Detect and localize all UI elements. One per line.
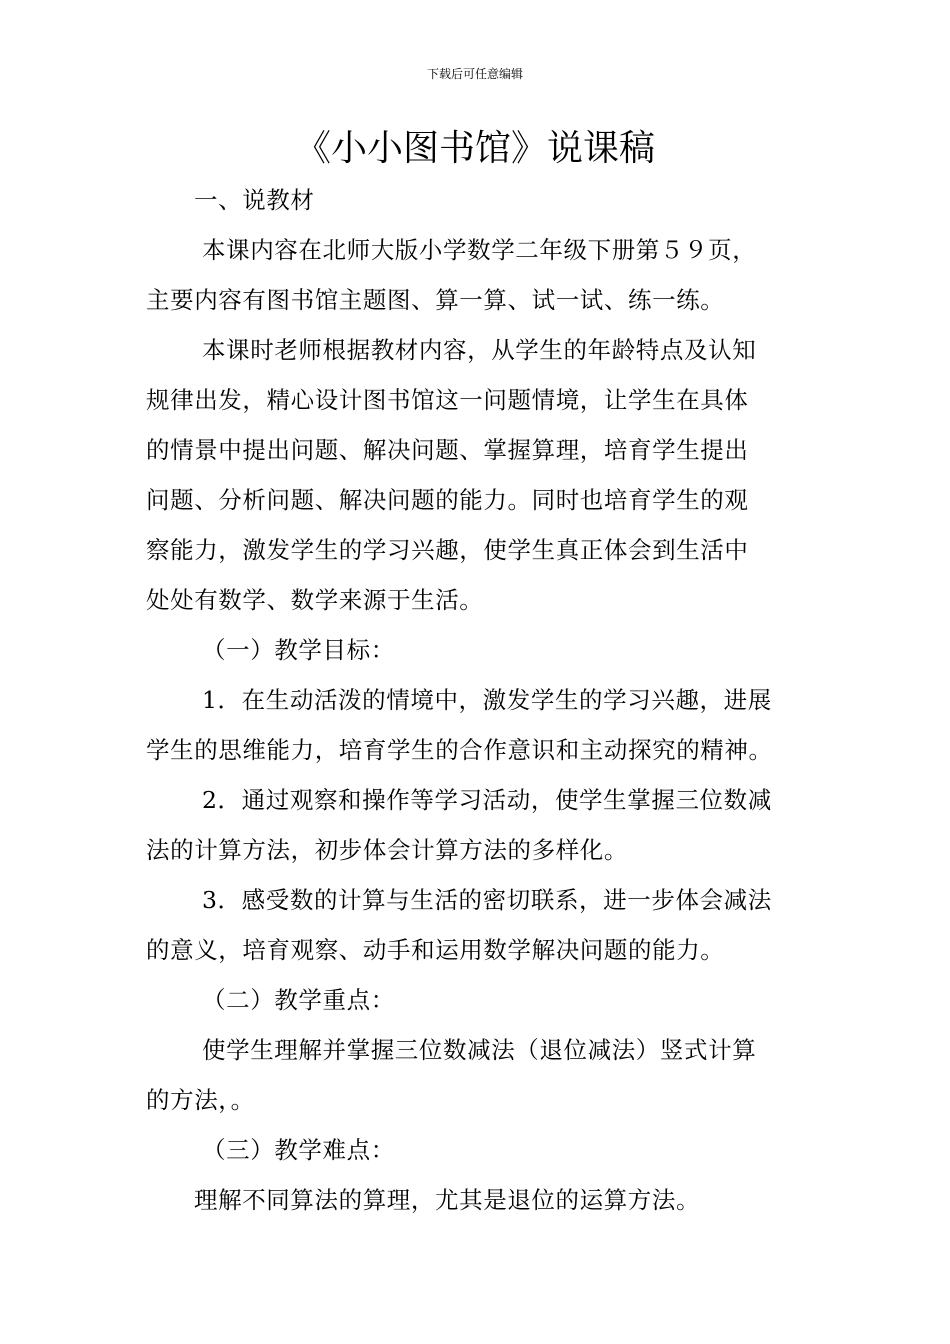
paragraph-line: 的情景中提出问题、解决问题、掌握算理，培育学生提出 bbox=[146, 436, 749, 464]
subsection-heading: （一）教学目标： bbox=[202, 636, 395, 664]
list-item: 2．通过观察和操作等学习活动，使学生掌握三位数减 bbox=[202, 786, 772, 814]
header-note: 下载后可任意编辑 bbox=[426, 67, 523, 81]
paragraph-line: 处处有数学、数学来源于生活。 bbox=[146, 586, 484, 614]
paragraph-line: 理解不同算法的算理，尤其是退位的运算方法。 bbox=[194, 1186, 701, 1214]
subsection-heading: （三）教学难点： bbox=[202, 1136, 395, 1164]
paragraph-line: 察能力，激发学生的学习兴趣，使学生真正体会到生活中 bbox=[146, 536, 749, 564]
list-item: 1．在生动活泼的情境中，激发学生的学习兴趣，进展 bbox=[202, 686, 772, 714]
paragraph-line: 学生的思维能力，培育学生的合作意识和主动探究的精神。 bbox=[146, 736, 773, 764]
subsection-heading: （二）教学重点： bbox=[202, 986, 395, 1014]
document-body bbox=[146, 175, 810, 1225]
paragraph-line: 规律出发，精心设计图书馆这一问题情境，让学生在具体 bbox=[146, 386, 749, 414]
paragraph-line: 法的计算方法，初步体会计算方法的多样化。 bbox=[146, 836, 628, 864]
paragraph-line: 的方法，。 bbox=[146, 1086, 255, 1114]
paragraph-line: 的意义，培育观察、动手和运用数学解决问题的能力。 bbox=[146, 936, 725, 964]
paragraph-line: 本课时老师根据教材内容，从学生的年龄特点及认知 bbox=[202, 336, 757, 364]
section-heading: 一、说教材 bbox=[194, 186, 315, 214]
paragraph-line: 使学生理解并掌握三位数减法（退位减法）竖式计算 bbox=[202, 1036, 757, 1064]
paragraph-line: 问题、分析问题、解决问题的能力。同时也培育学生的观 bbox=[146, 486, 749, 514]
paragraph-line: 本课内容在北师大版小学数学二年级下册第５９页， bbox=[202, 236, 757, 264]
list-item: 3．感受数的计算与生活的密切联系，进一步体会减法 bbox=[202, 886, 772, 914]
document-title: 《小小图书馆》说课稿 bbox=[294, 128, 655, 169]
paragraph-line: 主要内容有图书馆主题图、算一算、试一试、练一练。 bbox=[146, 286, 725, 314]
